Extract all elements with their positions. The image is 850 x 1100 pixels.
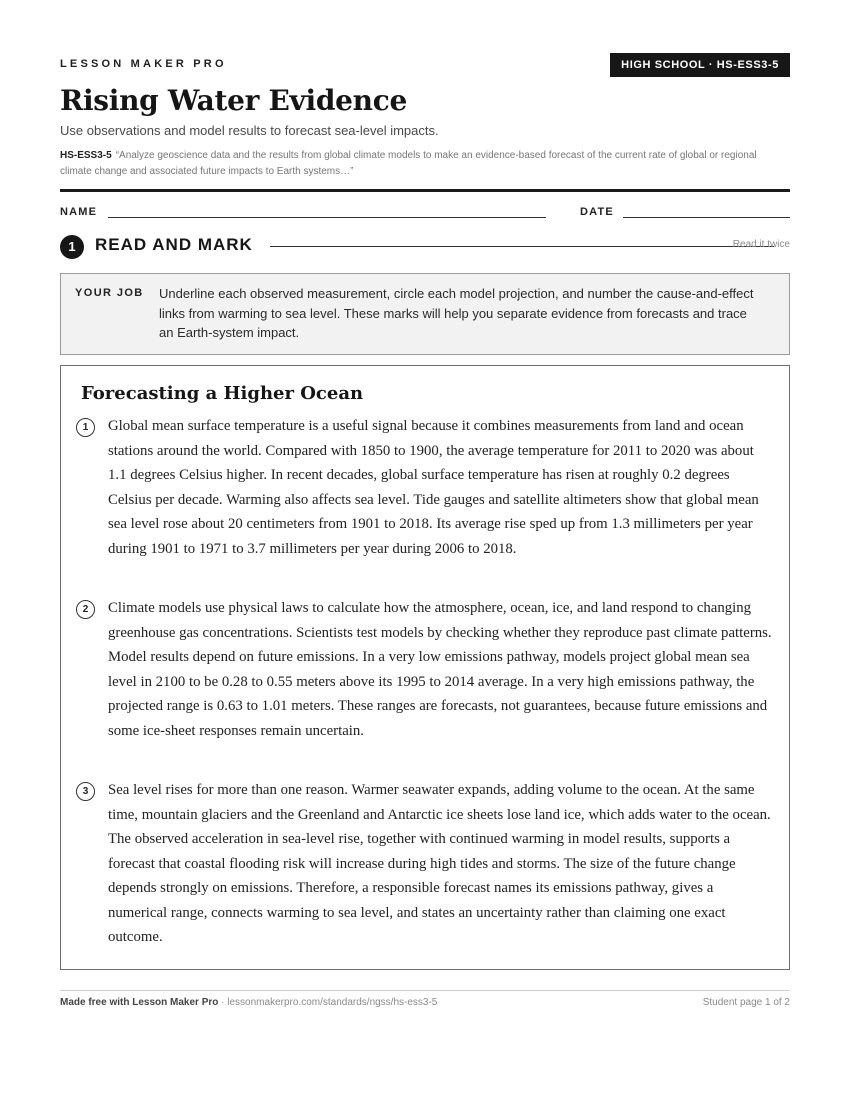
standard-statement <box>60 148 790 180</box>
job-text: Underline each observed measurement, circle each model projection, and number the cause-and-effect links from warming to sea level. These marks will help you separate evidence from forecasts and trace an Earth-system impact. <box>159 286 754 340</box>
footer-made-with: Made free with Lesson Maker Pro <box>60 997 219 1008</box>
name-label: NAME <box>60 206 98 218</box>
job-label: YOUR JOB <box>75 287 144 299</box>
paragraph-number-3: 3 <box>76 782 95 801</box>
name-field[interactable] <box>108 217 546 218</box>
page-title: Rising Water Evidence <box>60 84 407 117</box>
reading-passage <box>60 365 790 970</box>
footer-page-number: Student page 1 of 2 <box>702 997 790 1008</box>
footer-url[interactable]: · lessonmakerpro.com/standards/ngss/hs-ess3-5 <box>218 997 438 1008</box>
job-instructions-box <box>60 273 790 355</box>
grade-standard-badge: HIGH SCHOOL · HS-ESS3-5 <box>610 53 790 77</box>
passage-title: Forecasting a Higher Ocean <box>81 383 364 404</box>
paragraph-number-1: 1 <box>76 418 95 437</box>
paragraph-3: Sea level rises for more than one reason. Warmer seawater expands, adding volume to the ocean. At the same time, mountain glaciers and the Greenland and Antarctic ice sheets lose land ice, which adds water to the ocean. The observed acceleration in sea-level rise, together with continued warming in model results, supports a forecast that coastal flooding risk will increase during high tides and storms. The size of the future change depends strongly on emissions. Therefore, a responsible forecast names its emissions pathway, gives a numerical range, connects warming to sea level, and states an uncertainty rather than claiming one exact outcome. <box>108 782 771 945</box>
footer-divider <box>60 990 790 991</box>
date-field[interactable] <box>623 217 790 218</box>
paragraph-2: Climate models use physical laws to calculate how the atmosphere, ocean, ice, and land respond to changing greenhouse gas concentrations. Scientists test models by checking whether they reproduce past climate patterns. Model results depend on future emissions. In a very low emissions pathway, models project global mean sea level in 2100 to be 0.28 to 0.55 meters above its 1995 to 2014 average. In a very high emissions pathway, the projected range is 0.63 to 1.01 meters. These ranges are forecasts, not guarantees, because future emissions and some ice-sheet responses remain uncertain. <box>108 600 772 739</box>
footer-credit <box>60 997 437 1008</box>
page-subtitle: Use observations and model results to forecast sea-level impacts. <box>60 123 439 138</box>
section-divider <box>270 246 774 247</box>
standard-code: HS-ESS3-5 <box>60 150 112 161</box>
date-label: DATE <box>580 206 614 218</box>
standard-text: “Analyze geoscience data and the results from global climate models to make an evidence-based forecast of the current rate of global or regional climate change and associated future impacts to Earth systems…” <box>60 150 757 177</box>
paragraph-number-2: 2 <box>76 600 95 619</box>
section-title: READ AND MARK <box>95 235 253 254</box>
section-note: Read it twice <box>732 239 790 250</box>
section-number-badge: 1 <box>60 235 84 259</box>
brand-name: LESSON MAKER PRO <box>60 58 227 70</box>
paragraph-1: Global mean surface temperature is a useful signal because it combines measurements from land and ocean stations around the world. Compared with 1850 to 1900, the average temperature for 2011 to 2020 was about 1.1 degrees Celsius higher. In recent decades, global surface temperature has risen at roughly 0.2 degrees Celsius per decade. Warming also affects sea level. Tide gauges and satellite altimeters show that global mean sea level rose about 20 centimeters from 1901 to 2018. Its average rise sped up from 1.3 millimeters per year during 1901 to 1971 to 3.7 millimeters per year during 2006 to 2018. <box>108 418 759 557</box>
header-divider <box>60 189 790 192</box>
